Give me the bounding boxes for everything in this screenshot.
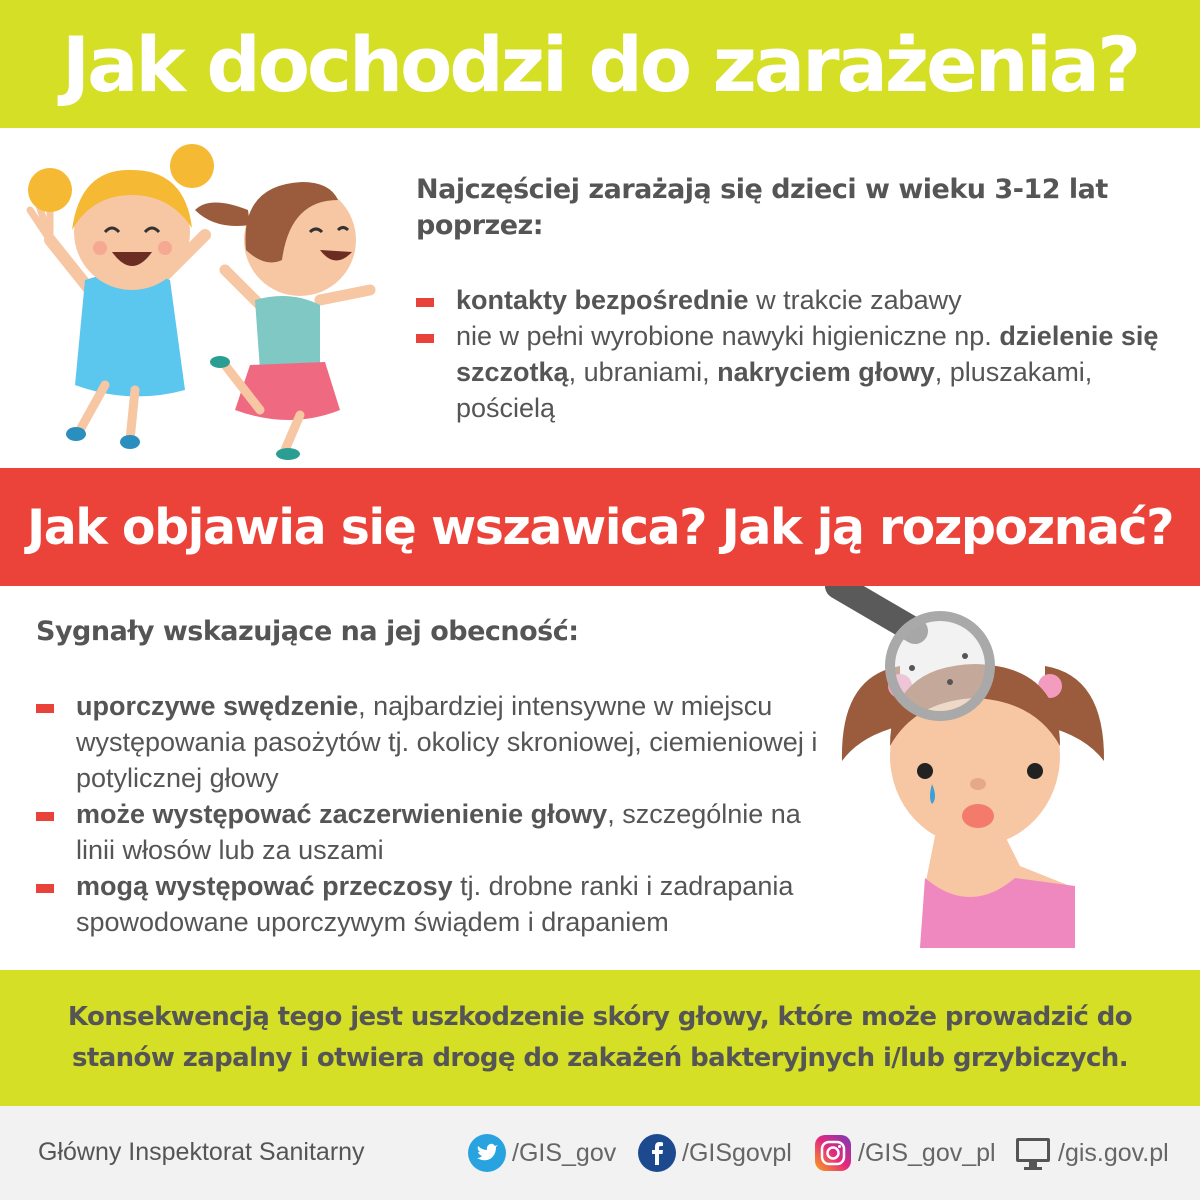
organization-name: Główny Inspektorat Sanitarny	[38, 1138, 365, 1166]
girl-with-magnifier-illustration	[820, 586, 1120, 970]
body-text: , szczególnie na linii włosów lub za uszami	[76, 799, 801, 865]
website-link[interactable]	[1014, 1134, 1169, 1172]
body-text: , najbardziej intensywne w miejscu występowania pasożytów tj. okolicy skroniowej, ciemieniowej i potylicznej głowy	[76, 691, 818, 793]
symptoms-section	[0, 586, 1200, 970]
consequence-text: Konsekwencją tego jest uszkodzenie skóry głowy, które może prowadzić do stanów zapalny i otwiera drogę do zakażeń bakteryjnych i/lub grzybiczych.	[67, 1002, 1133, 1073]
facebook-link[interactable]	[638, 1134, 792, 1172]
symptoms-heading: Sygnały wskazujące na jej obecność:	[36, 616, 579, 647]
list-item	[36, 796, 826, 868]
bullet-marker	[416, 298, 434, 307]
playing-children-illustration	[20, 140, 390, 466]
twitter-icon	[468, 1134, 506, 1172]
list-item	[416, 282, 1186, 318]
list-item	[36, 688, 826, 796]
bold-text: uporczywe swędzenie	[76, 691, 359, 721]
transmission-heading: Najczęściej zarażają się dzieci w wieku 3-12 lat poprzez:	[416, 174, 1108, 241]
page-title: Jak dochodzi do zarażenia?	[61, 19, 1139, 109]
consequence-band	[0, 970, 1200, 1106]
list-item	[36, 868, 826, 940]
website-handle: /gis.gov.pl	[1058, 1138, 1169, 1167]
transmission-section	[0, 128, 1200, 468]
bold-text: mogą występować przeczosy	[76, 871, 453, 901]
symptoms-list	[36, 688, 826, 940]
symptoms-text	[36, 614, 826, 940]
twitter-link[interactable]	[468, 1134, 616, 1172]
header-band	[0, 0, 1200, 128]
bullet-marker	[36, 884, 54, 893]
instagram-icon	[814, 1134, 852, 1172]
transmission-text	[416, 172, 1186, 426]
twitter-handle: /GIS_gov	[512, 1138, 617, 1167]
facebook-icon	[638, 1134, 676, 1172]
body-text: , pluszakami, pościelą	[456, 357, 1093, 423]
symptoms-title: Jak objawia się wszawica? Jak ją rozpoznać?	[26, 498, 1174, 556]
bullet-marker	[416, 334, 434, 343]
footer	[0, 1106, 1200, 1200]
bold-text: kontakty bezpośrednie	[456, 285, 749, 315]
body-text: , ubraniami,	[568, 357, 718, 387]
transmission-list	[416, 282, 1186, 426]
bullet-marker	[36, 704, 54, 713]
bullet-marker	[36, 812, 54, 821]
body-text: nie w pełni wyrobione nawyki higieniczne np.	[456, 321, 1000, 351]
body-text: tj. drobne ranki i zadrapania spowodowane uporczywym świądem i drapaniem	[76, 871, 794, 937]
facebook-handle: /GISgovpl	[682, 1138, 792, 1167]
list-item	[416, 318, 1186, 426]
bold-text: nakryciem głowy	[717, 357, 935, 387]
symptoms-band	[0, 468, 1200, 586]
bold-text: może występować zaczerwienienie głowy	[76, 799, 608, 829]
instagram-handle: /GIS_gov_pl	[858, 1138, 996, 1167]
monitor-icon	[1014, 1134, 1052, 1172]
bold-text: dzielenie się szczotką	[456, 321, 1159, 387]
instagram-link[interactable]	[814, 1134, 996, 1172]
body-text: w trakcie zabawy	[748, 285, 962, 315]
